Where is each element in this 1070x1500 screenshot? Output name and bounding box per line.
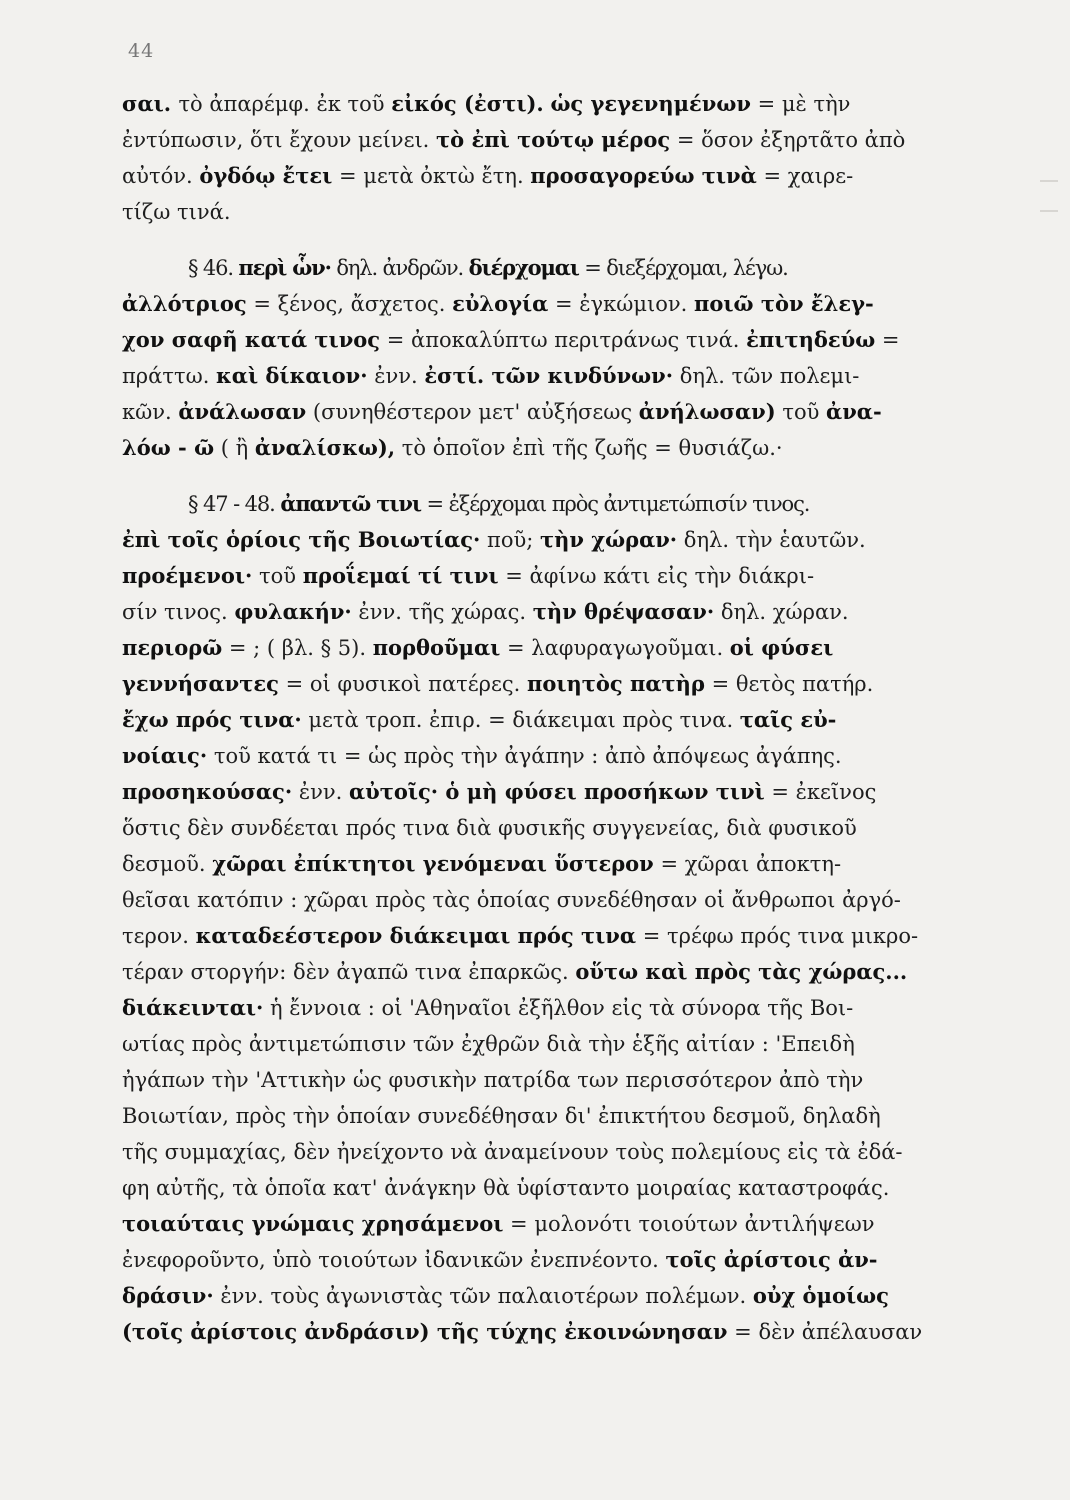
text-line: θεῖσαι κατόπιν : χῶραι πρὸς τὰς ὁποίας συνεδέθησαν οἱ ἄνθρωποι ἀργό- [122,888,901,912]
text-line: ἐνεφοροῦντο, ὑπὸ τοιούτων ἰδανικῶν ἐνεπνέοντο. τοῖς ἀρίστοις ἀν- [122,1247,878,1272]
text-line: σαι. τὸ ἀπαρέμφ. ἐκ τοῦ εἰκός (ἐστι). ὡς γεγενημένων = μὲ τὴν [122,91,851,116]
text-line: ἐντύπωσιν, ὅτι ἔχουν μείνει. τὸ ἐπὶ τούτῳ μέρος = ὅσον ἐξηρτᾶτο ἀπὸ [122,127,906,152]
text-line: τῆς συμμαχίας, δὲν ἠνείχοντο νὰ ἀναμείνουν τοὺς πολεμίους εἰς τὰ ἐδά- [122,1140,903,1164]
text-line: προέμενοι· τοῦ προΐεμαί τί τινι = ἀφίνω κάτι εἰς τὴν διάκρι- [122,563,815,588]
text-line: ωτίας πρὸς ἀντιμετώπισιν τῶν ἐχθρῶν διὰ τὴν ἑξῆς αἰτίαν : 'Επειδὴ [122,1032,855,1056]
text-line: χον σαφῆ κατά τινος = ἀποκαλύπτω περιτράνως τινά. ἐπιτηδεύω = [122,327,900,352]
text-line: δεσμοῦ. χῶραι ἐπίκτητοι γενόμεναι ὕστερον = χῶραι ἀποκτη- [122,851,842,876]
text-line: πράττω. καὶ δίκαιον· ἐνν. ἐστί. τῶν κινδύνων· δηλ. τῶν πολεμι- [122,363,860,388]
text-line: αὐτόν. ὀγδόῳ ἔτει = μετὰ ὀκτὼ ἔτη. προσαγορεύω τινὰ = χαιρε- [122,163,854,188]
text-line: γεννήσαντες = οἱ φυσικοὶ πατέρες. ποιητὸς πατὴρ = θετὸς πατήρ. [122,671,874,696]
text-line: τερον. καταδεέστερον διάκειμαι πρός τινα = τρέφω πρός τινα μικρο- [122,923,919,948]
text-line: Βοιωτίαν, πρὸς τὴν ὁποίαν συνεδέθησαν δι' ἐπικτήτου δεσμοῦ, δηλαδὴ [122,1104,881,1128]
edge-mark [1040,180,1058,182]
paragraph-intro [122,86,992,230]
section-47-48 [122,486,992,1350]
section-46 [122,250,992,466]
commentary-text [122,86,992,1350]
text-line: φη αὐτῆς, τὰ ὁποῖα κατ' ἀνάγκην θὰ ὑφίσταντο μοιραίας καταστροφάς. [122,1176,890,1200]
text-line: ἀλλότριος = ξένος, ἄσχετος. εὐλογία = ἐγκώμιον. ποιῶ τὸν ἔλεγ- [122,291,874,316]
text-line: σίν τινος. φυλακήν· ἐνν. τῆς χώρας. τὴν θρέψασαν· δηλ. χώραν. [122,599,849,624]
text-line: ὅστις δὲν συνδέεται πρός τινα διὰ φυσικῆς συγγενείας, διὰ φυσικοῦ [122,816,857,840]
text-line: (τοῖς ἀρίστοις ἀνδράσιν) τῆς τύχης ἐκοινώνησαν = δὲν ἀπέλαυσαν [122,1319,923,1344]
text-line: τίζω τινά. [122,200,231,224]
text-line: ἔχω πρός τινα· μετὰ τροπ. ἐπιρ. = διάκειμαι πρὸς τινα. ταῖς εὐ- [122,707,837,732]
page-number: 44 [128,40,155,62]
text-line: § 46. περὶ ὧν· δηλ. ἀνδρῶν. διέρχομαι = διεξέρχομαι, λέγω. [188,255,788,280]
text-line: § 47 - 48. ἀπαντῶ τινι = ἐξέρχομαι πρὸς ἀντιμετώπισίν τινος. [188,491,810,516]
edge-mark [1040,210,1058,212]
text-line: κῶν. ἀνάλωσαν (συνηθέστερον μετ' αὐξήσεως ἀνήλωσαν) τοῦ ἀνα- [122,399,882,424]
text-line: δράσιν· ἐνν. τοὺς ἀγωνιστὰς τῶν παλαιοτέρων πολέμων. οὐχ ὁμοίως [122,1283,889,1308]
text-line: διάκεινται· ἡ ἔννοια : οἱ 'Αθηναῖοι ἐξῆλθον εἰς τὰ σύνορα τῆς Βοι- [122,995,854,1020]
text-line: νοίαις· τοῦ κατά τι = ὡς πρὸς τὴν ἀγάπην : ἀπὸ ἀπόψεως ἀγάπης. [122,743,842,768]
text-line: τοιαύταις γνώμαις χρησάμενοι = μολονότι τοιούτων ἀντιλήψεων [122,1211,875,1236]
text-line: ἠγάπων τὴν 'Αττικὴν ὡς φυσικὴν πατρίδα των περισσότερον ἀπὸ τὴν [122,1068,864,1092]
text-line: προσηκούσας· ἐνν. αὐτοῖς· ὁ μὴ φύσει προσήκων τινὶ = ἐκεῖνος [122,779,877,804]
text-line: περιορῶ = ; ( βλ. § 5). πορθοῦμαι = λαφυραγωγοῦμαι. οἱ φύσει [122,635,834,660]
text-line: ἐπὶ τοῖς ὁρίοις τῆς Βοιωτίας· ποῦ; τὴν χώραν· δηλ. τὴν ἑαυτῶν. [122,527,866,552]
text-line: τέραν στοργήν: δὲν ἀγαπῶ τινα ἐπαρκῶς. οὕτω καὶ πρὸς τὰς χώρας... [122,959,908,984]
text-line: λόω - ῶ ( ἢ ἀναλίσκω), τὸ ὁποῖον ἐπὶ τῆς ζωῆς = θυσιάζω.· [122,435,783,460]
